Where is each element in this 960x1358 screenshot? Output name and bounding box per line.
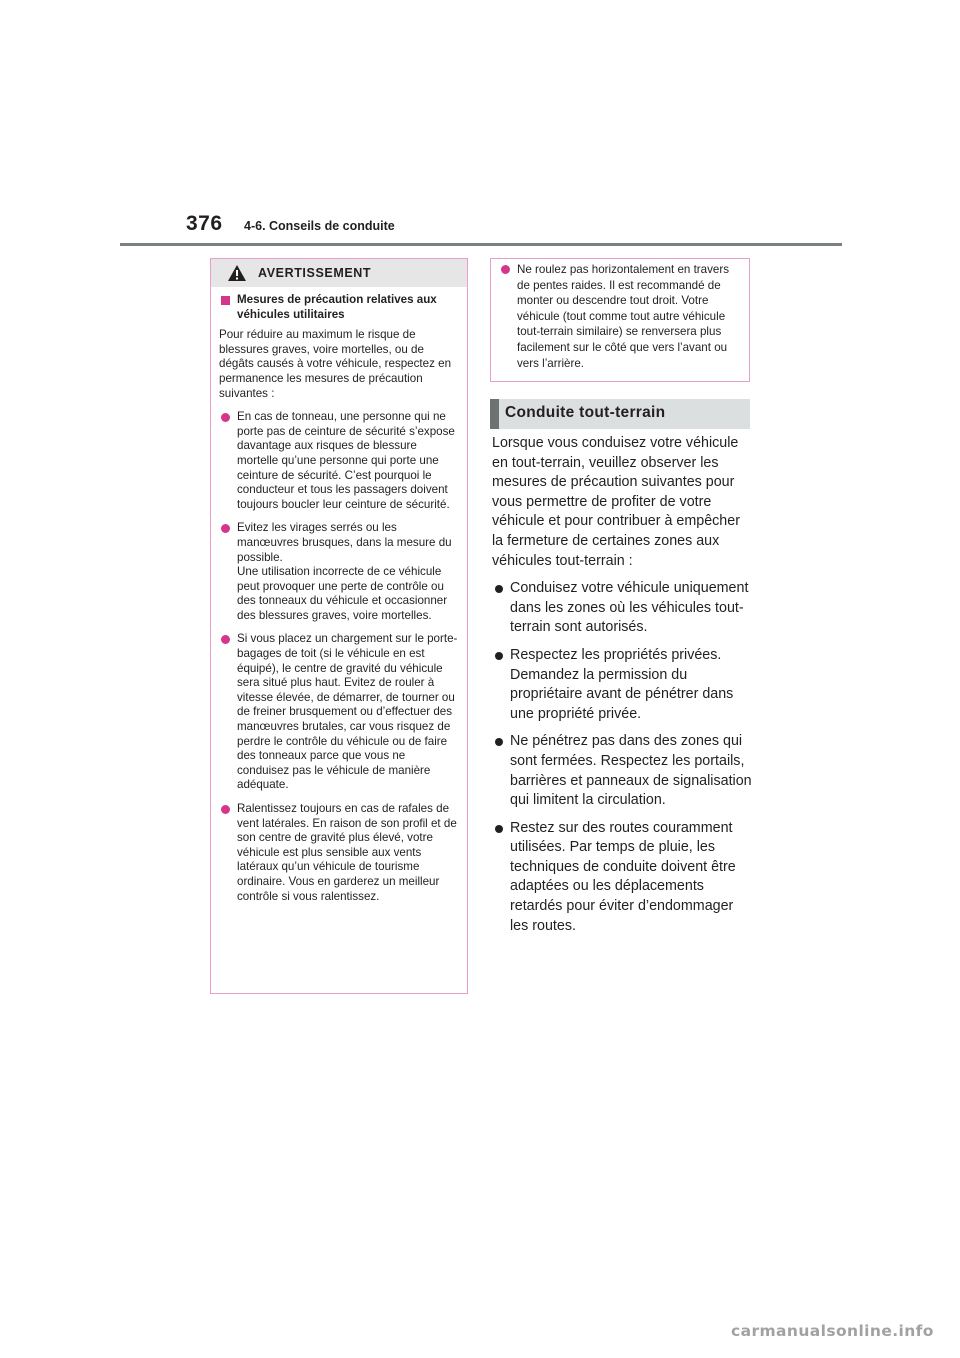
square-bullet-icon: [221, 296, 230, 305]
offroad-bullet: [492, 646, 754, 724]
warning-continuation-box: [490, 258, 750, 382]
warning-bullet: [219, 410, 459, 512]
offroad-bullet: [492, 819, 754, 937]
warning-bullet-text: Evitez les virages serrés ou les manœuvres brusques, dans la mesure du possible. Une utilisation incorrecte de ce véhicule peut provoquer une perte de contrôle ou des tonneaux du véhicule et occasionner des blessures graves, voire mortelles.: [237, 521, 452, 622]
bullet-dot-icon: [495, 585, 503, 593]
warning-header: [211, 259, 467, 287]
offroad-bullet-text: Ne pénétrez pas dans des zones qui sont fermées. Respectez les portails, barrières et panneaux de signalisation qui limitent la circulation.: [510, 733, 752, 809]
bullet-dot-icon: [495, 738, 503, 746]
offroad-bullet-text: Conduisez votre véhicule uniquement dans les zones où les véhicules tout-terrain sont autorisés.: [510, 580, 749, 636]
offroad-heading: Conduite tout-terrain: [490, 399, 750, 429]
offroad-body: [492, 434, 754, 936]
section-title: 4-6. Conseils de conduite: [244, 219, 395, 233]
warning-subheading-text: Mesures de précaution relatives aux véhicules utilitaires: [237, 293, 437, 321]
warning-bullet-text: Si vous placez un chargement sur le porte-bagages de toit (si le véhicule en est équipé), le centre de gravité du véhicule sera situé plus haut. Evitez de rouler à vitesse élevée, de démarrer, de tourner ou de freiner brusquement ou d’effectuer des manœuvres brutales, car vous risquez de perdre le contrôle du véhicule ou de faire des tonneaux parce que vous ne conduisez pas le véhicule de manière adéquate.: [237, 632, 458, 792]
bullet-dot-icon: [221, 635, 230, 644]
warning-bullet: [499, 262, 741, 371]
warning-subheading: [219, 293, 459, 322]
offroad-intro: Lorsque vous conduisez votre véhicule en tout-terrain, veuillez observer les mesures de précaution suivantes pour vous permettre de profiter de votre véhicule et pour contribuer à empêcher la fermeture de certaines zones aux véhicules tout-terrain :: [492, 435, 740, 569]
warning-bullet: [219, 521, 459, 623]
bullet-dot-icon: [495, 825, 503, 833]
offroad-bullet: [492, 579, 754, 638]
bullet-dot-icon: [221, 805, 230, 814]
bullet-dot-icon: [221, 524, 230, 533]
header-rule: [120, 243, 842, 246]
warning-title: AVERTISSEMENT: [258, 266, 372, 280]
warning-intro: Pour réduire au maximum le risque de blessures graves, voire mortelles, ou de dégâts causés à votre véhicule, respectez en permanence les mesures de précaution suivantes :: [219, 328, 452, 400]
warning-box: [210, 258, 468, 994]
warning-bullet: [219, 632, 459, 793]
page-number: 376: [186, 212, 223, 235]
warning-bullet-text: Ne roulez pas horizontalement en travers de pentes raides. Il est recommandé de monter ou descendre tout droit. Votre véhicule (tout comme tout autre véhicule tout-terrain similaire) se renversera plus facilement sur le côté que vers l’avant ou vers l’arrière.: [517, 263, 730, 370]
footer-watermark-link[interactable]: carmanualsonline.info: [731, 1322, 934, 1340]
offroad-bullet: [492, 732, 754, 810]
warning-bullet-text: En cas de tonneau, une personne qui ne porte pas de ceinture de sécurité s’expose davantage aux risques de blessure mortelle qu’une personne qui porte une ceinture de sécurité. C’est pourquoi le conducteur et tous les passagers doivent toujours boucler leur ceinture de sécurité.: [237, 410, 455, 511]
warning-triangle-icon: [227, 264, 247, 282]
offroad-bullet-text: Restez sur des routes couramment utilisées. Par temps de pluie, les techniques de conduite doivent être adaptées ou les déplacements retardés pour éviter d’endommager les routes.: [510, 819, 736, 934]
warning-bullet: [219, 802, 459, 904]
bullet-dot-icon: [495, 652, 503, 660]
bullet-dot-icon: [501, 265, 510, 274]
bullet-dot-icon: [221, 413, 230, 422]
warning-bullet-text: Ralentissez toujours en cas de rafales de vent latérales. En raison de son profil et de son centre de gravité plus élevé, votre véhicule est plus sensible aux vents latéraux qu’un véhicule de tourisme ordinaire. Vous en garderez un meilleur contrôle si vous ralentissez.: [237, 802, 457, 903]
offroad-bullet-text: Respectez les propriétés privées. Demandez la permission du propriétaire avant de pénétrer dans une propriété privée.: [510, 646, 734, 722]
